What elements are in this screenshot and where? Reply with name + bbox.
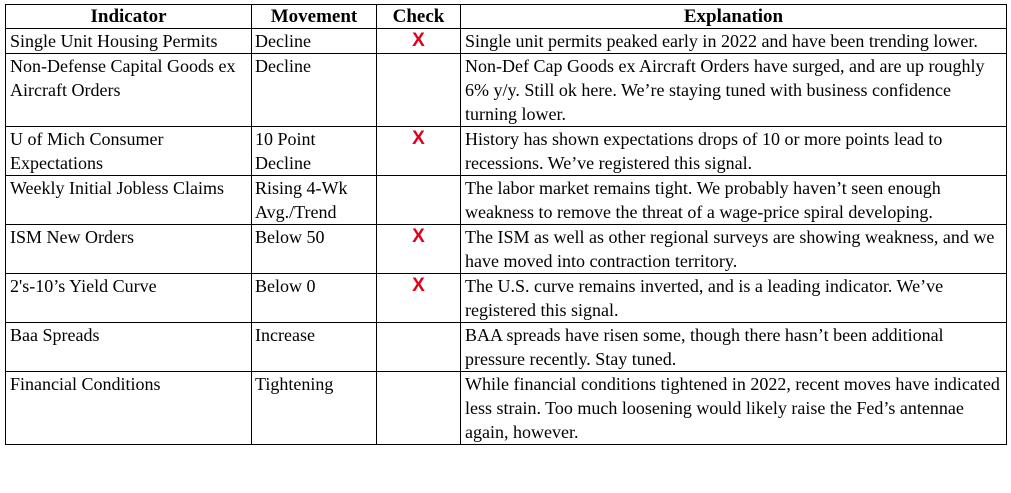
indicator-cell: Weekly Initial Jobless Claims: [6, 176, 252, 225]
indicator-cell: ISM New Orders: [6, 225, 252, 274]
explanation-cell: History has shown expectations drops of 10 or more points lead to recessions. We’ve registered this signal.: [461, 127, 1007, 176]
table-row: [6, 127, 1007, 176]
movement-cell: Decline: [252, 54, 377, 127]
header-indicator: Indicator: [6, 5, 252, 29]
header-explanation: Explanation: [461, 5, 1007, 29]
check-mark: [377, 323, 461, 372]
table-row: [6, 274, 1007, 323]
movement-cell: Increase: [252, 323, 377, 372]
explanation-cell: BAA spreads have risen some, though there hasn’t been additional pressure recently. Stay tuned.: [461, 323, 1007, 372]
table-row: [6, 323, 1007, 372]
indicator-cell: Single Unit Housing Permits: [6, 29, 252, 54]
indicators-table: [5, 4, 1007, 445]
check-mark: [377, 176, 461, 225]
check-mark: X: [377, 225, 461, 274]
explanation-cell: The labor market remains tight. We probably haven’t seen enough weakness to remove the threat of a wage-price spiral developing.: [461, 176, 1007, 225]
header-row: [6, 5, 1007, 29]
explanation-cell: The ISM as well as other regional surveys are showing weakness, and we have moved into contraction territory.: [461, 225, 1007, 274]
header-check: Check: [377, 5, 461, 29]
explanation-cell: While financial conditions tightened in 2022, recent moves have indicated less strain. Too much loosening would likely raise the Fed’s antennae again, however.: [461, 372, 1007, 445]
indicator-cell: Baa Spreads: [6, 323, 252, 372]
movement-cell: Tightening: [252, 372, 377, 445]
check-mark: [377, 372, 461, 445]
movement-cell: Below 0: [252, 274, 377, 323]
check-mark: X: [377, 127, 461, 176]
table-row: [6, 225, 1007, 274]
table-row: [6, 372, 1007, 445]
movement-cell: 10 Point Decline: [252, 127, 377, 176]
check-mark: X: [377, 29, 461, 54]
table-row: [6, 54, 1007, 127]
header-movement: Movement: [252, 5, 377, 29]
indicator-cell: Financial Conditions: [6, 372, 252, 445]
indicator-cell: U of Mich Consumer Expectations: [6, 127, 252, 176]
check-mark: [377, 54, 461, 127]
indicator-cell: 2's-10’s Yield Curve: [6, 274, 252, 323]
table-row: [6, 29, 1007, 54]
movement-cell: Below 50: [252, 225, 377, 274]
explanation-cell: Non-Def Cap Goods ex Aircraft Orders have surged, and are up roughly 6% y/y. Still ok here. We’re staying tuned with business confidence turning lower.: [461, 54, 1007, 127]
movement-cell: Rising 4-Wk Avg./Trend: [252, 176, 377, 225]
check-mark: X: [377, 274, 461, 323]
explanation-cell: Single unit permits peaked early in 2022 and have been trending lower.: [461, 29, 1007, 54]
indicator-cell: Non-Defense Capital Goods ex Aircraft Orders: [6, 54, 252, 127]
table-row: [6, 176, 1007, 225]
movement-cell: Decline: [252, 29, 377, 54]
explanation-cell: The U.S. curve remains inverted, and is a leading indicator. We’ve registered this signal.: [461, 274, 1007, 323]
